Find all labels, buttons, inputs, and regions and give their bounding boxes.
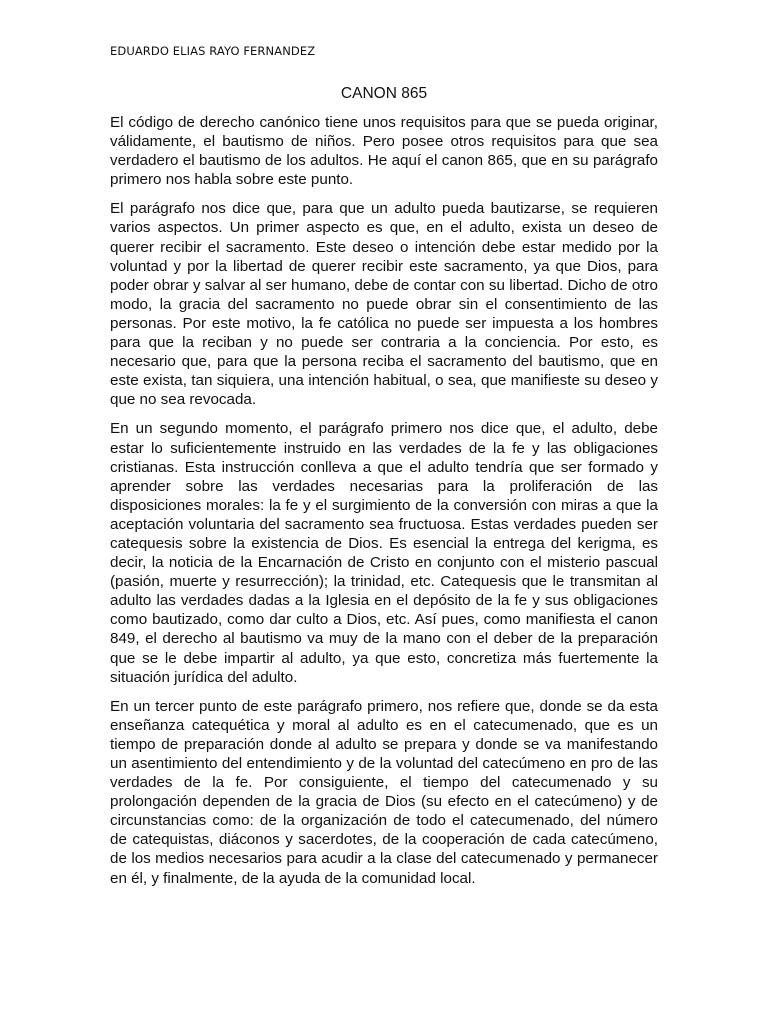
- document-body: [110, 113, 658, 898]
- paragraph-2: El parágrafo nos dice que, para que un adulto pueda bautizarse, se requieren varios aspectos. Un primer aspecto es que, en el adulto, exista un deseo de querer recibir el sacramento. Este deseo o intención debe estar medido por la voluntad y por la libertad de querer recibir este sacramento, ya que Dios, para poder obrar y salvar al ser humano, debe de contar con su libertad. Dicho de otro modo, la gracia del sacramento no puede obrar sin el consentimiento de las personas. Por este motivo, la fe católica no puede ser impuesta a los hombres para que la reciban y no puede ser contraria a la conciencia. Por esto, es necesario que, para que la persona reciba el sacramento del bautismo, que en este exista, tan siquiera, una intención habitual, o sea, que manifieste su deseo y que no sea revocada.: [110, 200, 658, 409]
- document-title: CANON 865: [340, 85, 428, 102]
- paragraph-4: En un tercer punto de este parágrafo primero, nos refiere que, donde se da esta enseñanza catequética y moral al adulto es en el catecumenado, que es un tiempo de preparación donde al adulto se prepara y donde se va manifestando un asentimiento del entendimiento y de la voluntad del catecúmeno en pro de las verdades de la fe. Por consiguiente, el tiempo del catecumenado y su prolongación dependen de la gracia de Dios (su efecto en el catecúmeno) y de circunstancias como: de la organización de todo el catecumenado, del número de catequistas, diáconos y sacerdotes, de la cooperación de cada catecúmeno, de los medios necesarios para acudir a la clase del catecumenado y permanecer en él, y finalmente, de la ayuda de la comunidad local.: [110, 697, 658, 887]
- paragraph-1: El código de derecho canónico tiene unos requisitos para que se pueda originar, válidamente, el bautismo de niños. Pero posee otros requisitos para que sea verdadero el bautismo de los adultos. He aquí el canon 865, que en su parágrafo primero nos habla sobre este punto.: [110, 114, 658, 189]
- author-name: EDUARDO ELIAS RAYO FERNANDEZ: [110, 44, 316, 58]
- paragraph-3: En un segundo momento, el parágrafo primero nos dice que, el adulto, debe estar lo suficientemente instruido en las verdades de la fe y las obligaciones cristianas. Esta instrucción conlleva a que el adulto tendría que ser formado y aprender sobre las verdades necesarias para la proliferación de las disposiciones morales: la fe y el surgimiento de la conversión con miras a que la aceptación voluntaria del sacramento sea fructuosa. Estas verdades pueden ser catequesis sobre la existencia de Dios. Es esencial la entrega del kerigma, es decir, la noticia de la Encarnación de Cristo en conjunto con el misterio pascual (pasión, muerte y resurrección); la trinidad, etc. Catequesis que le transmitan al adulto las verdades dadas a la Iglesia en el depósito de la fe y sus obligaciones como bautizado, como dar culto a Dios, etc. Así pues, como manifiesta el canon 849, el derecho al bautismo va muy de la mano con el deber de la preparación que se le debe impartir al adulto, ya que esto, concretiza más fuertemente la situación jurídica del adulto.: [110, 420, 658, 686]
